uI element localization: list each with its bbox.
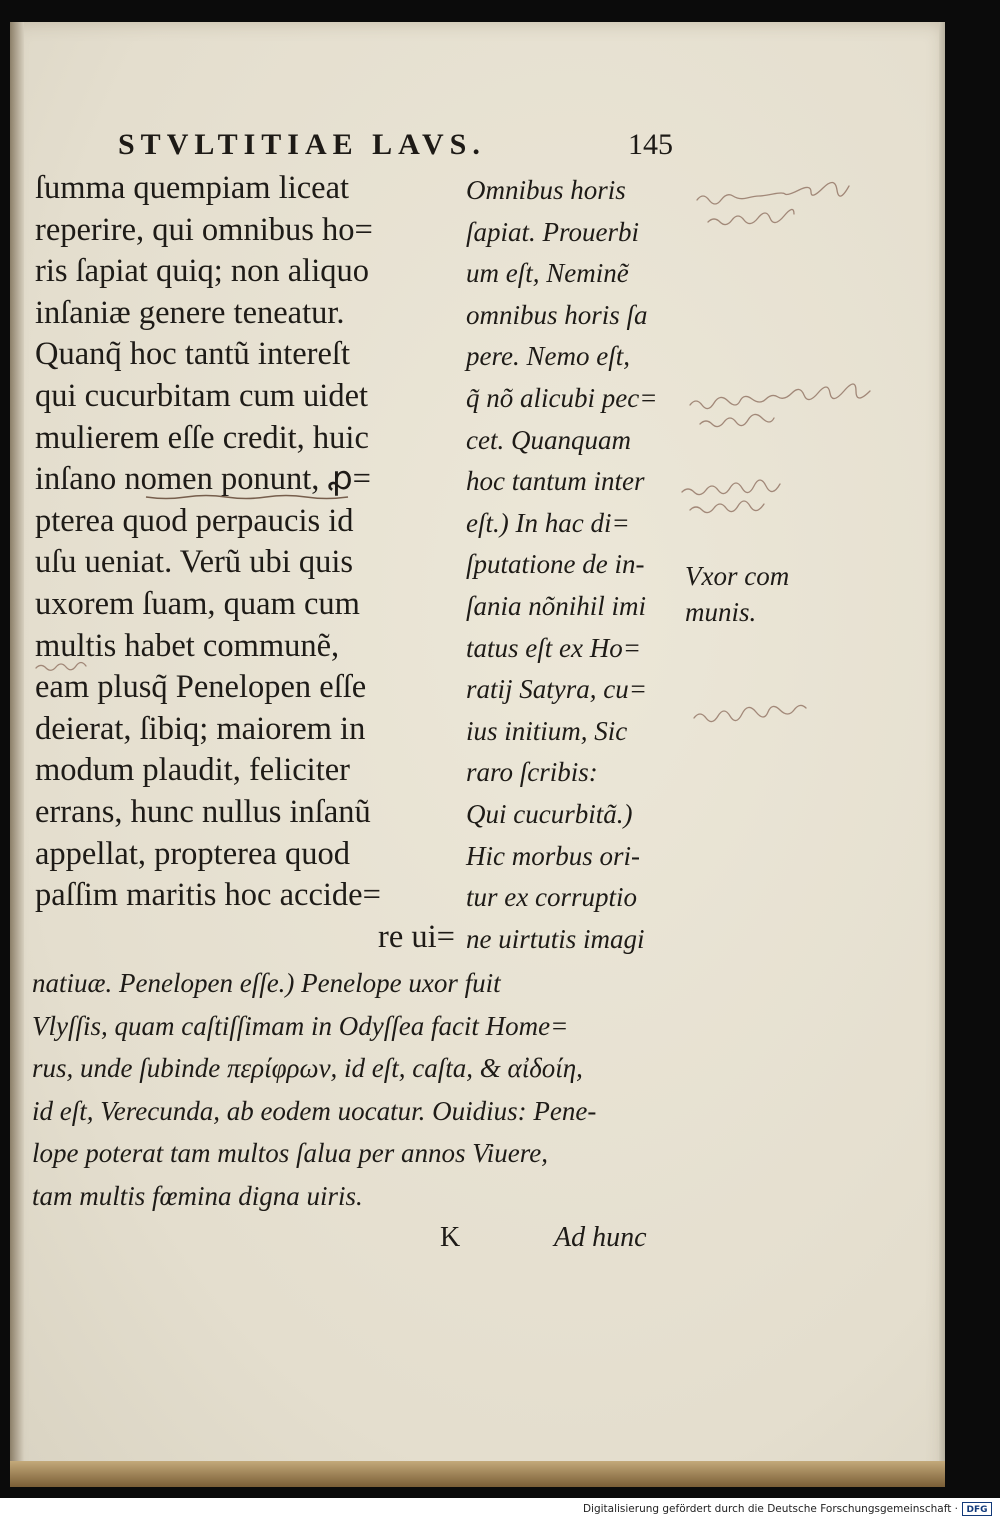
commentary-line: ratij Satyra, cu= [466,674,647,705]
commentary-line: ne uirtutis imagi [466,923,645,954]
main-text-line: qui cucurbitam cum uidet [35,377,369,414]
commentary-line: lope poterat tam multos ſalua per annos Viuere, [32,1138,548,1169]
commentary-full-width [32,962,672,1218]
commentary-line: pere. Nemo eſt, [466,341,630,372]
commentary-line: Hic morbus ori- [466,840,640,871]
commentary-column [466,170,678,960]
marginal-note-line: munis. [685,597,757,627]
commentary-line: tur ex corruptio [466,882,637,913]
main-text-line: errans, hunc nullus inſanũ [35,793,371,830]
commentary-line: cet. Quanquam [466,424,631,455]
main-text-line: appellat, propterea quod [35,835,350,872]
main-text-line: paſſim maritis hoc accide= [35,877,381,914]
commentary-line: q̃ nõ alicubi pec= [466,382,658,413]
commentary-line: omnibus horis ſa [466,299,648,330]
marginal-note-line: Vxor com [685,561,790,591]
main-text-line: uxorem ſuam, quam cum [35,585,360,622]
main-text-column [35,168,455,958]
commentary-line: raro ſcribis: [466,757,598,788]
commentary-line: Omnibus horis [466,175,626,205]
marginal-note [685,558,789,630]
main-text-line: eam plusq̃ Penelopen eſſe [35,669,367,706]
running-head: STVLTITIAE LAVS. [118,128,486,161]
commentary-line: id eſt, Verecunda, ab eodem uocatur. Ouidius: Pene- [32,1095,597,1126]
main-text-line: modum plaudit, feliciter [35,752,350,789]
commentary-line: Qui cucurbitã.) [466,798,633,829]
page-number: 145 [628,128,673,161]
commentary-line: ſputatione de in- [466,549,645,580]
main-text-line: mulierem eſſe credit, huic [35,419,369,456]
page-edge [939,22,945,1487]
commentary-line: eſt.) In hac di= [466,507,630,538]
commentary-line: rus, unde ſubinde περίφρων, id eſt, caſta, & αἰδοίη, [32,1053,583,1084]
commentary-line: um eſt, Neminẽ [466,258,629,289]
commentary-line: ſania nõnihil imi [466,590,647,621]
commentary-line: tatus eſt ex Ho= [466,632,641,663]
commentary-line: ſapiat. Prouerbi [466,216,639,247]
main-text-line: deierat, ſibiq; maiorem in [35,710,366,747]
page-bottom-edge [10,1461,945,1487]
dfg-logo: DFG [962,1502,992,1516]
commentary-line: Vlyſſis, quam caſtiſſimam in Odyſſea facit Home= [32,1010,569,1041]
main-text-line: multis habet communẽ, [35,627,340,664]
page-gutter [10,22,24,1487]
commentary-line: tam multis fœmina digna uiris. [32,1180,363,1211]
footer-credit: Digitalisierung gefördert durch die Deutsche Forschungsgemeinschaft · [582,1503,958,1515]
commentary-line: ius initium, Sic [466,715,628,746]
main-text-line: ſumma quempiam liceat [35,170,350,206]
main-text-line: pterea quod perpaucis id [35,502,354,539]
main-text-line: inſaniæ genere teneatur. [35,294,345,331]
signature-mark: K [440,1222,461,1253]
main-text-line: ris ſapiat quiq; non aliquo [35,253,369,290]
main-text-line: reperire, qui omnibus ho= [35,211,373,248]
main-text-line: inſano nomen ponunt, ꝓ= [35,461,371,498]
catchword: Ad hunc [554,1222,647,1253]
commentary-line: natiuæ. Penelopen eſſe.) Penelope uxor fuit [32,968,501,998]
main-text-line: Quanq̃ hoc tantũ intereſt [35,336,350,373]
commentary-line: hoc tantum inter [466,466,645,497]
main-text-line: uſu ueniat. Verũ ubi quis [35,544,354,581]
main-text-line: re ui= [378,918,455,955]
